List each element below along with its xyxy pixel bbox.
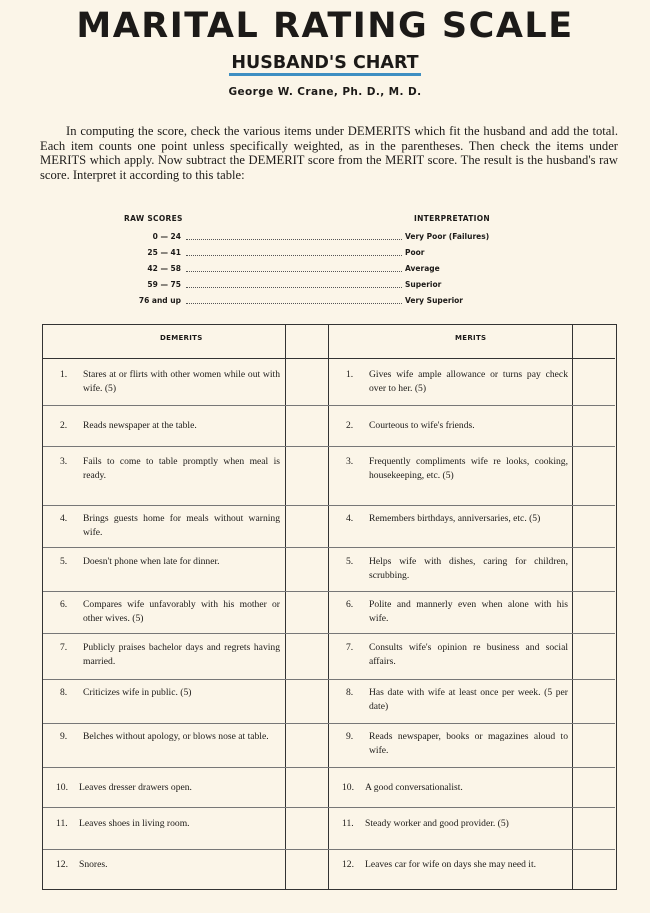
interpretation: Very Poor (Failures) [405,232,490,241]
page-title: MARITAL RATING SCALE [76,6,574,46]
row-rule [43,591,615,592]
merit-item: 8. Has date with wife at least once per week. (5 per date) [346,687,568,712]
merit-item: 6. Polite and mannerly even when alone with his wife. [346,599,568,624]
score-row [130,230,530,244]
row-rule [43,807,615,808]
raw-score: 42 — 58 [147,264,181,273]
merit-item: 9. Reads newspaper, books or magazines aloud to wife. [346,731,568,756]
subtitle-text: HUSBAND'S CHART [229,53,420,76]
merit-item: 11. Steady worker and good provider. (5) [342,818,509,829]
row-rule [43,849,615,850]
row-rule [43,446,615,447]
raw-score: 59 — 75 [147,280,181,289]
interpretation: Average [405,264,440,273]
chart-subtitle [0,52,650,74]
demerit-item: 11. Leaves shoes in living room. [56,818,190,829]
dot-leader [186,271,402,272]
score-row [130,262,530,276]
raw-score: 0 — 24 [152,232,181,241]
interpretation: Poor [405,248,425,257]
rating-table [42,324,617,890]
merit-item: 4. Remembers birthdays, anniversaries, etc. (5) [346,513,541,524]
dot-leader [186,287,402,288]
merit-item: 5. Helps wife with dishes, caring for children, scrubbing. [346,556,568,581]
merit-check-column [572,325,573,889]
demerit-item: 9. Belches without apology, or blows nose at table. [60,731,269,742]
demerit-item: 10. Leaves dresser drawers open. [56,782,192,793]
raw-score: 25 — 41 [147,248,181,257]
score-row [130,246,530,260]
row-rule [43,679,615,680]
score-row [130,294,530,308]
demerit-item: 12. Snores. [56,859,108,870]
merit-item: 7. Consults wife's opinion re business and social affairs. [346,642,568,667]
interpretation-header: INTERPRETATION [414,214,490,223]
intro-paragraph: In computing the score, check the various items under DEMERITS which fit the husband and add the total. Each item counts one point unless specifically weighted, as in the parentheses. Then check the items under MERITS which apply. Now subtract the DEMERIT score from the MERIT score. The result is the husband's raw score. Interpret it according to this table: [40,124,618,182]
demerit-item: 6. Compares wife unfavorably with his mother or other wives. (5) [60,599,280,624]
header-rule [43,358,615,359]
interpretation: Very Superior [405,296,463,305]
raw-score: 76 and up [138,296,181,305]
row-rule [43,633,615,634]
dot-leader [186,303,402,304]
row-rule [43,405,615,406]
demerit-item: 5. Doesn't phone when late for dinner. [60,556,220,567]
demerit-item: 3. Fails to come to table promptly when meal is ready. [60,456,280,481]
merit-item: 2. Courteous to wife's friends. [346,420,475,431]
merits-header: MERITS [455,334,487,342]
row-rule [43,505,615,506]
column-divider [328,325,329,889]
raw-scores-header: RAW SCORES [124,214,183,223]
dot-leader [186,239,402,240]
merit-item: 3. Frequently compliments wife re looks, cooking, housekeeping, etc. (5) [346,456,568,481]
demerit-item: 2. Reads newspaper at the table. [60,420,197,431]
demerit-check-column [285,325,286,889]
row-rule [43,547,615,548]
dot-leader [186,255,402,256]
demerit-item: 4. Brings guests home for meals without warning wife. [60,513,280,538]
row-rule [43,767,615,768]
merit-item: 1. Gives wife ample allowance or turns pay check over to her. (5) [346,369,568,394]
score-row [130,278,530,292]
author-line: George W. Crane, Ph. D., M. D. [228,86,422,98]
demerit-item: 7. Publicly praises bachelor days and regrets having married. [60,642,280,667]
demerit-item: 8. Criticizes wife in public. (5) [60,687,192,698]
interpretation: Superior [405,280,442,289]
demerits-header: DEMERITS [160,334,203,342]
demerit-item: 1. Stares at or flirts with other women while out with wife. (5) [60,369,280,394]
merit-item: 10. A good conversationalist. [342,782,463,793]
row-rule [43,723,615,724]
merit-item: 12. Leaves car for wife on days she may need it. [342,859,537,870]
